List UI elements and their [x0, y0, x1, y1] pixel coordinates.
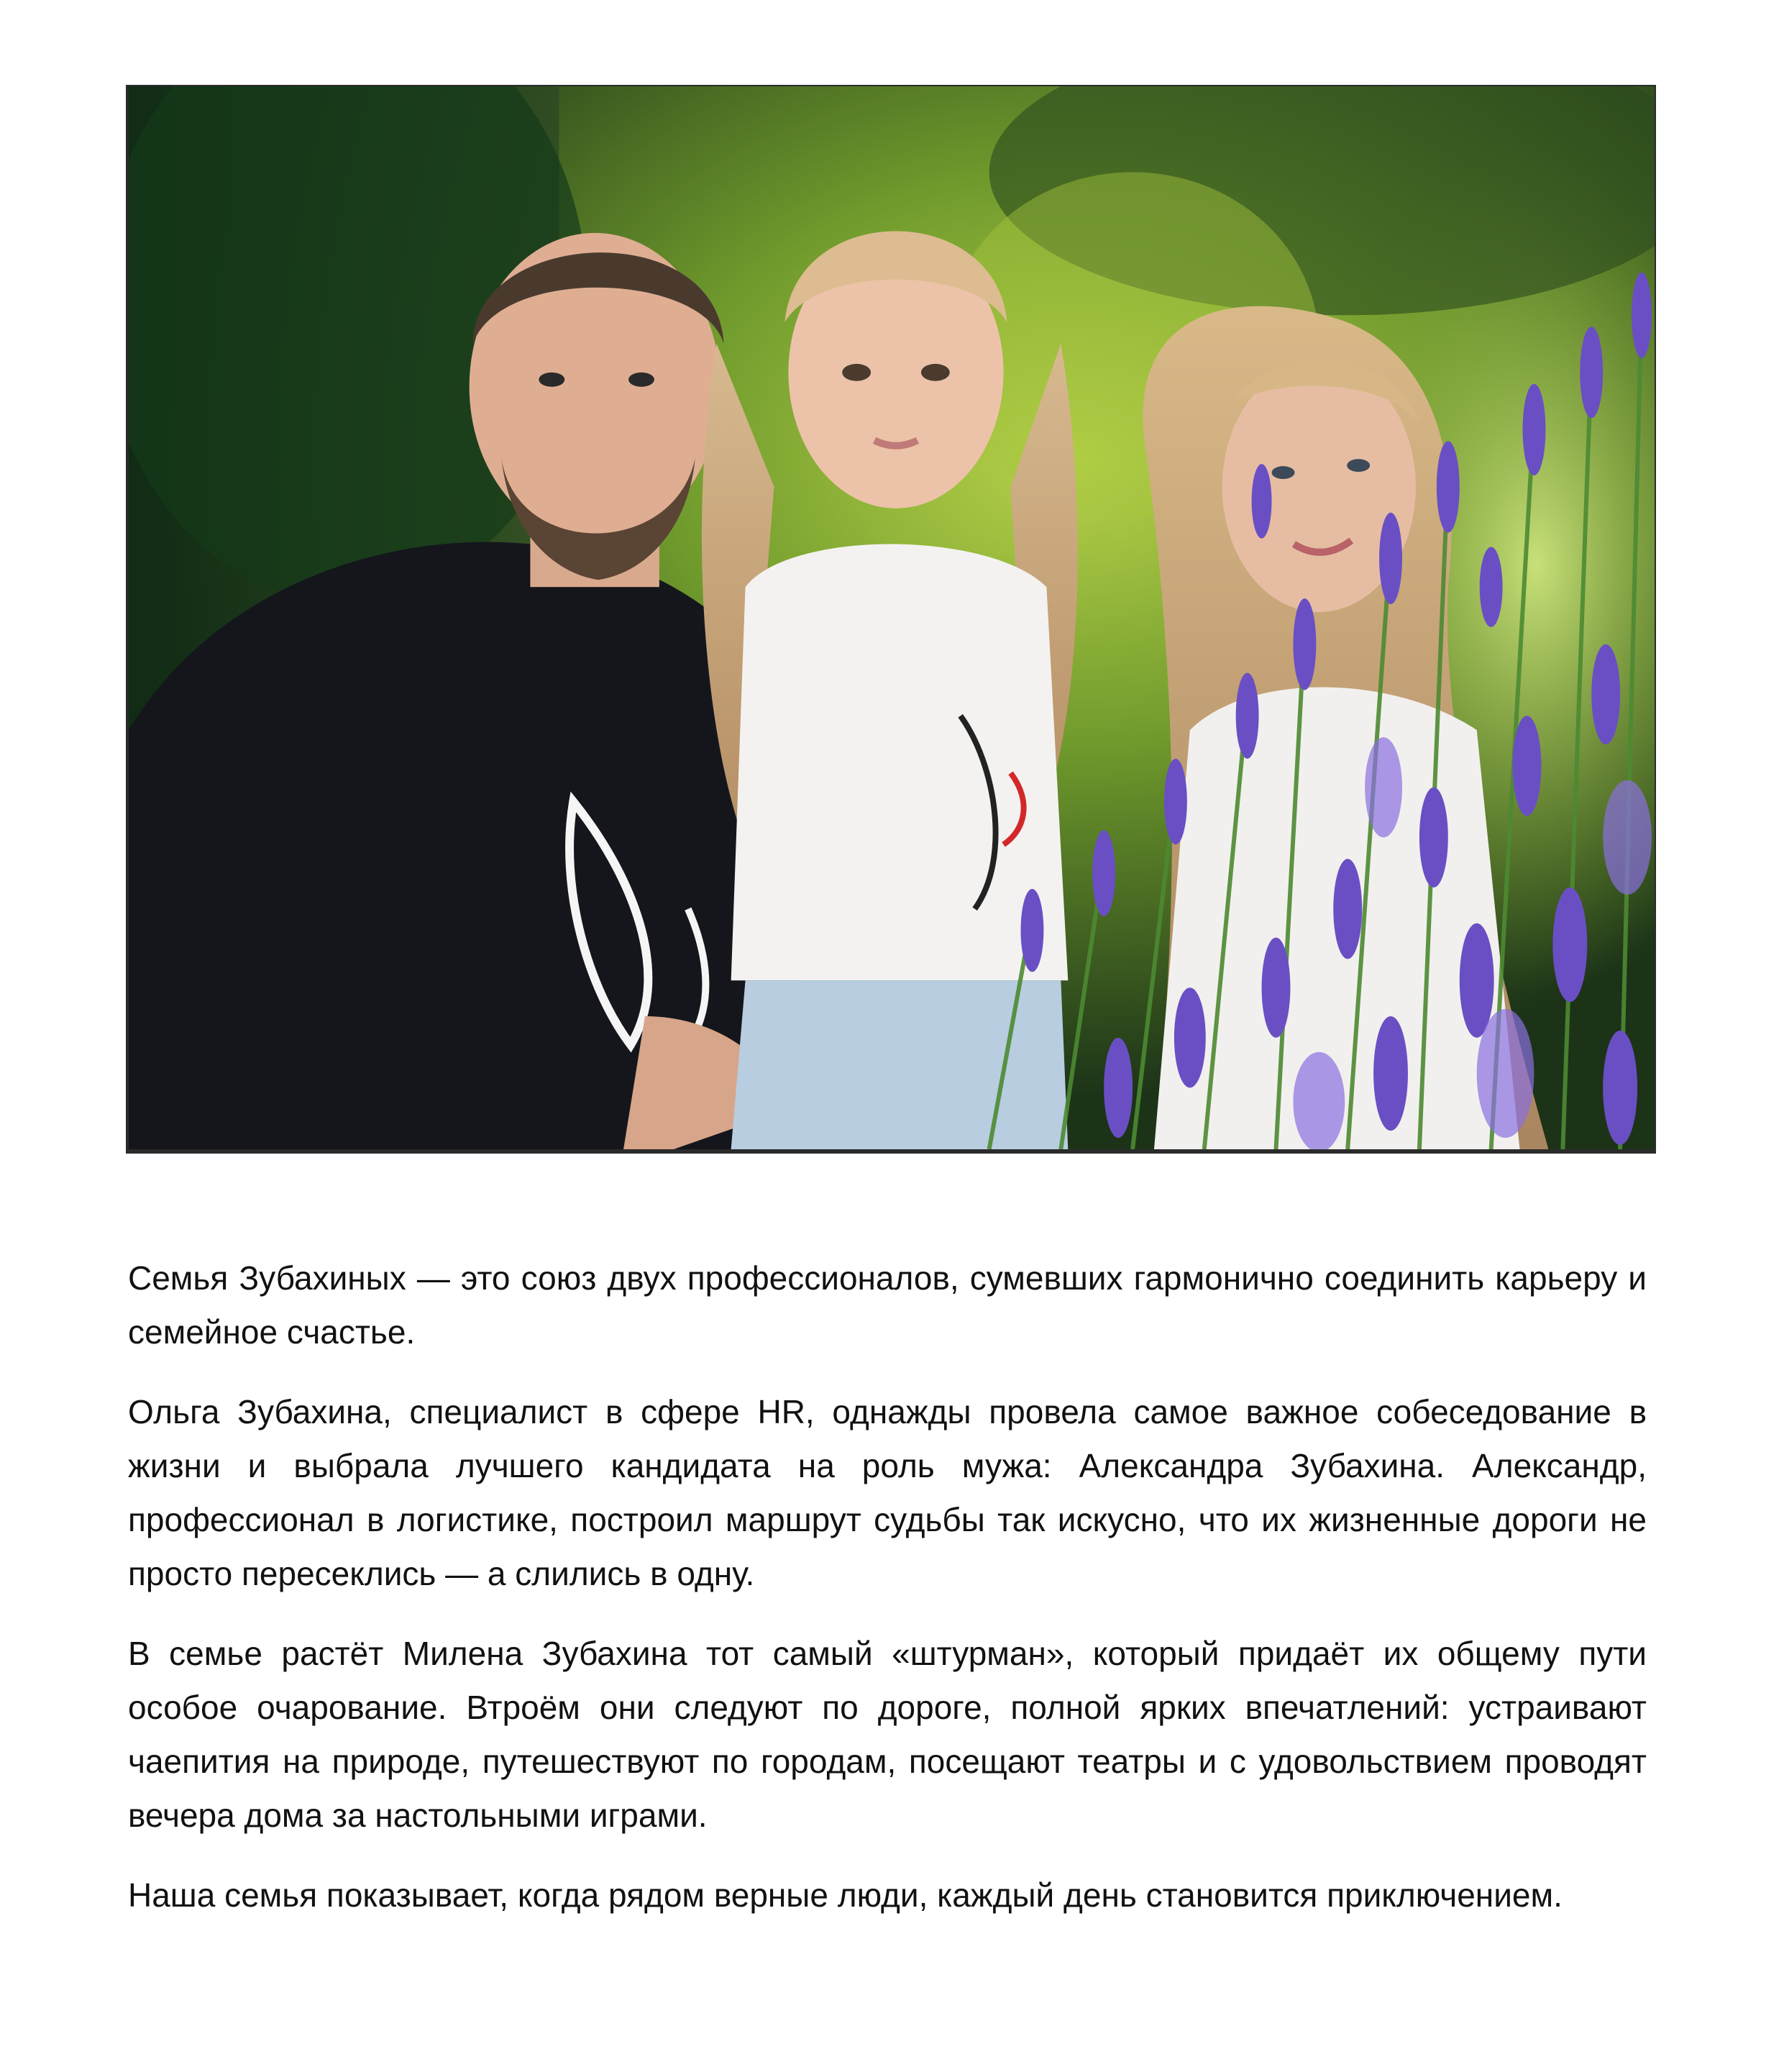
article-body: [128, 1251, 1647, 1948]
paragraph-intro: Семья Зубахиных — это союз двух профессионалов, сумевших гармонично соединить карьеру и семейное счастье.: [128, 1259, 1647, 1351]
paragraph-olga-alexander: Ольга Зубахина, специалист в сфере HR, однажды провела самое важное собеседование в жизни и выбрала лучшего кандидата на роль мужа: Александра Зубахина. Александр, профессионал в логистике, построил маршрут судьбы так искусно, что их жизненные дороги не просто пересеклись — а слились в одну.: [128, 1393, 1647, 1592]
family-photo-illustration: [129, 86, 1655, 1149]
paragraph-conclusion: Наша семья показывает, когда рядом верные люди, каждый день становится приключением.: [128, 1876, 1563, 1914]
family-photo: [126, 85, 1656, 1154]
paragraph-milena: В семье растёт Милена Зубахина тот самый «штурман», который придаёт их общему пути особое очарование. Втроём они следуют по дороге, полной ярких впечатлений: устраивают чаепития на природе, путешествуют по городам, посещают театры и с удовольствием проводят вечера дома за настольными играми.: [128, 1635, 1647, 1834]
